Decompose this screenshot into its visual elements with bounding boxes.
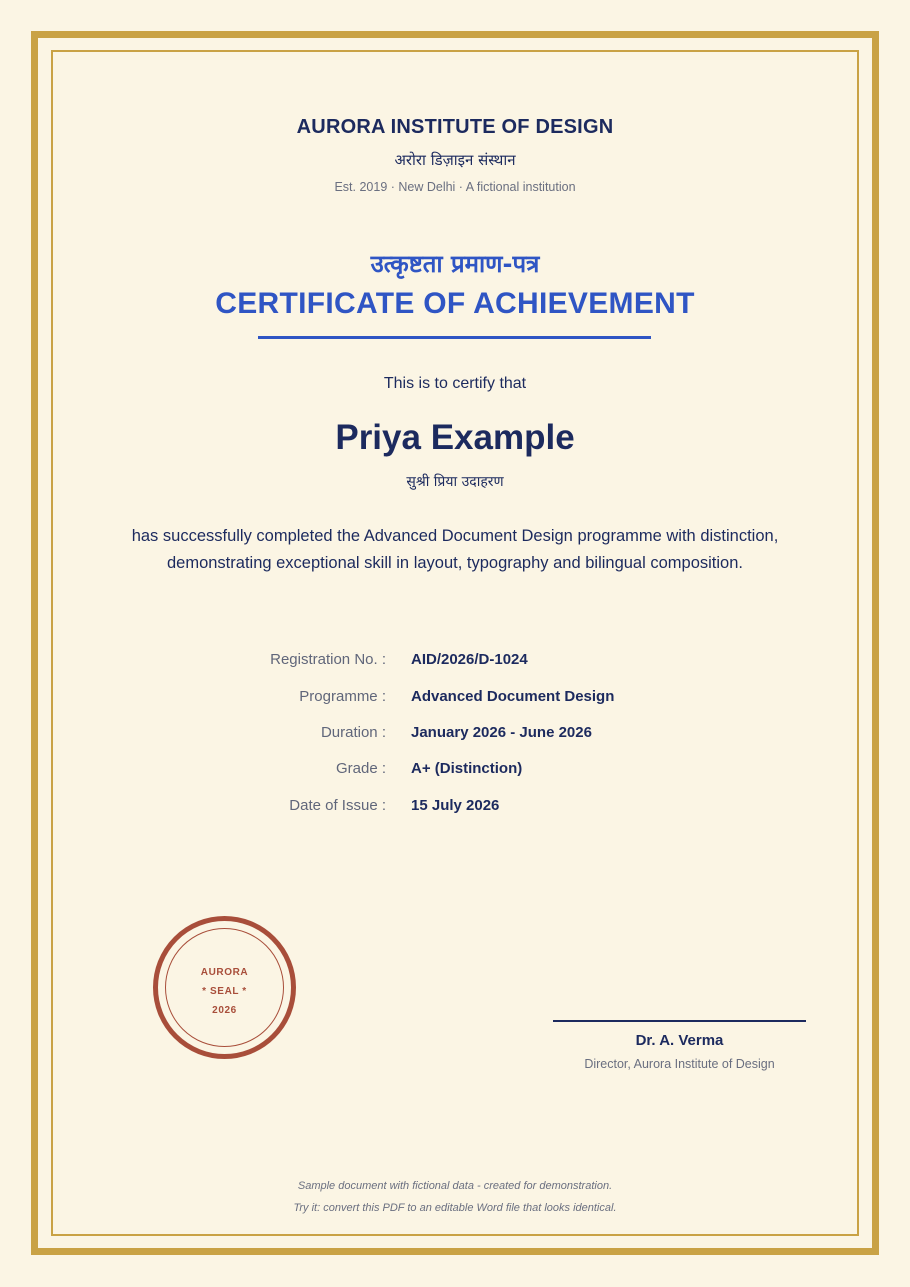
seal-text-middle: * SEAL * [202, 986, 247, 997]
detail-label: Grade : [335, 760, 386, 777]
certificate-title-hindi: उत्कृष्टता प्रमाण-पत्र [370, 250, 540, 278]
seal-text-top: AURORA [200, 967, 249, 978]
detail-label: Programme : [299, 688, 386, 705]
recipient-name-hindi: सुश्री प्रिया उदाहरण [406, 474, 504, 490]
certify-line: This is to certify that [383, 375, 527, 392]
detail-value: Advanced Document Design [411, 688, 615, 705]
detail-label: Date of Issue : [289, 797, 386, 814]
detail-label: Registration No. : [270, 651, 386, 668]
statement-line: has successfully completed the Advanced Document Design programme with distinction, [131, 527, 779, 545]
statement-line: demonstrating exceptional skill in layout, typography and bilingual composition. [166, 554, 743, 572]
institution-seal [153, 916, 296, 1059]
institution-subtitle: Est. 2019 · New Delhi · A fictional institution [334, 180, 576, 194]
detail-row-programme [0, 688, 910, 708]
detail-row-duration [0, 724, 910, 744]
detail-row-registration [0, 651, 910, 671]
detail-value: A+ (Distinction) [411, 760, 523, 777]
footer-note: Try it: convert this PDF to an editable Word file that looks identical. [293, 1202, 617, 1214]
detail-value: AID/2026/D-1024 [411, 651, 528, 668]
signature-line [553, 1020, 806, 1022]
detail-row-grade [0, 760, 910, 780]
certificate-title: CERTIFICATE OF ACHIEVEMENT [215, 287, 695, 320]
detail-value: January 2026 - June 2026 [411, 724, 592, 741]
footer-note: Sample document with fictional data - created for demonstration. [297, 1180, 613, 1192]
institution-name-hindi: अरोरा डिज़ाइन संस्थान [394, 151, 516, 169]
title-divider [258, 336, 651, 339]
recipient-name: Priya Example [335, 418, 575, 457]
institution-name: AURORA INSTITUTE OF DESIGN [296, 116, 614, 138]
seal-text-year: 2026 [212, 1005, 237, 1016]
detail-label: Duration : [320, 724, 386, 741]
signatory-name: Dr. A. Verma [635, 1032, 724, 1049]
achievement-statement [0, 523, 910, 577]
detail-value: 15 July 2026 [411, 797, 500, 814]
detail-row-date-of-issue [0, 797, 910, 817]
signatory-title: Director, Aurora Institute of Design [584, 1057, 775, 1071]
